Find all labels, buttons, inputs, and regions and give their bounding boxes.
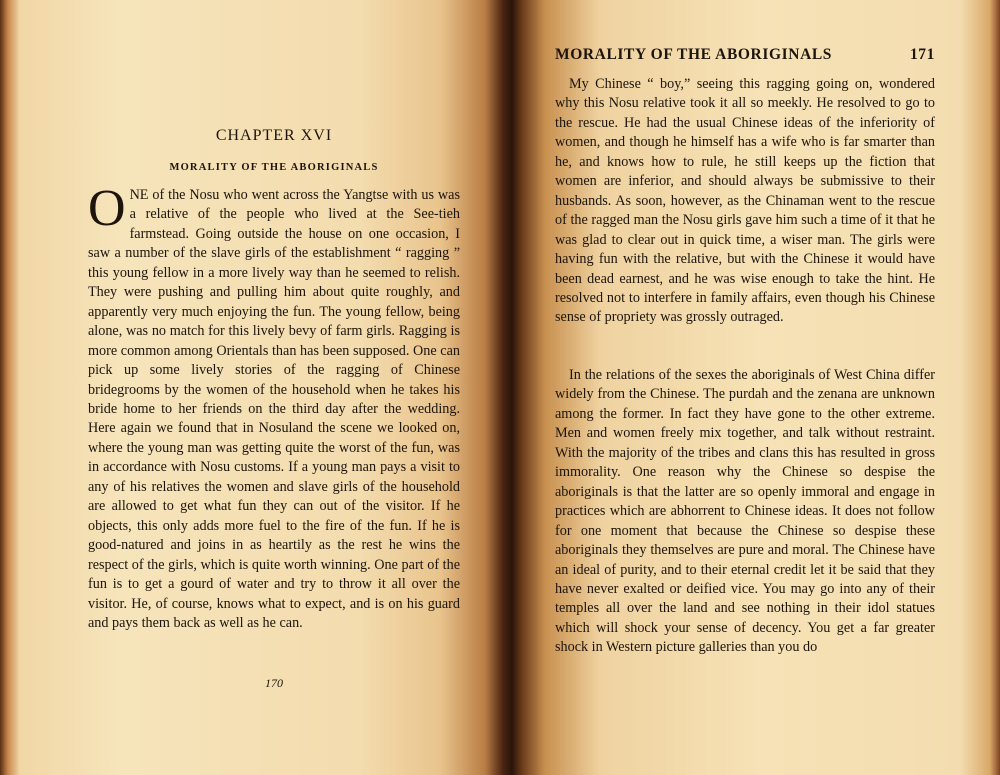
running-head (555, 46, 935, 64)
left-paragraph-text: NE of the Nosu who went across the Yangtse with us was a relative of the people who lived at the See-tieh farmstead. Going outside the house on one occasion, I saw a number of the slave girls of the establishment “ ragging ” this young fellow in a more lively way than he seemed to relish. They were pushing and pulling him about quite roughly, and apparently very much enjoying the fun. The young fellow, being alone, was no match for this lively bevy of farm girls. Ragging is more common among Orientals than has been supposed. One can pick up some lively stories of the ragging of Chinese bridegrooms by the women of the household when he takes his bride home to her friends on the third day after the wedding. Here again we found that in Nosuland the scene we looked on, where the young man was getting quite the worst of the fun, was in accordance with Nosu customs. If a young man pays a visit to any of his relatives the women and slave girls of the household are allowed to get what fun they can out of the visitor. If he objects, this only adds more fuel to the fire of the fun. If he is good-natured and joins in as heartily as the rest he wins the respect of the girls, which is quite worth winning. One part of the fun is to get a gourd of water and try to throw it all over the visitor. He, of course, knows what to expect, and is on his guard and pays them back as well as he can. (88, 187, 460, 631)
running-head-title: MORALITY OF THE ABORIGINALS (555, 46, 833, 63)
chapter-subtitle: MORALITY OF THE ABORIGINALS (169, 162, 379, 173)
left-paragraph (88, 180, 460, 633)
right-page (555, 0, 935, 775)
left-page-number: 170 (265, 676, 283, 690)
drop-cap: O (88, 180, 126, 237)
right-paragraph-1: My Chinese “ boy,” seeing this ragging going on, wondered why this Nosu relative took it all so meekly. He resolved to go to the rescue. He had the usual Chinese ideas of the inferiority of women, and though he himself has a wife who is far smarter than he, and knows how to rule, he still keeps up the fiction that women are inferior, and should always be submissive to their husbands. As soon, however, as the Chinaman went to the rescue of the ragged man the Nosu girls gave him such a time of it that he was glad to clear out in quick time, a wiser man. The girls were having fun with the relative, but with the Chinese it would have been dead earnest, and he was wise enough to take the hint. He resolved not to interfere in family affairs, even though his Chinese sense of propriety was grossly outraged. (555, 76, 935, 326)
right-page-number: 171 (909, 46, 935, 63)
left-page (88, 0, 460, 775)
chapter-heading: CHAPTER XVI (215, 127, 333, 144)
right-paragraph-2: In the relations of the sexes the aboriginals of West China differ widely from the Chinese. The purdah and the zenana are unknown among the former. In fact they have gone to the other extreme. Men and women freely mix together, and talk without restraint. With the majority of the tribes and clans this has resulted in gross immorality. One reason why the Chinese so despise the aboriginals is that the latter are so openly immoral and engage in practices which are abhorrent to Chinese ideas. It does not follow for one moment that because the Chinese so despise these aboriginals they themselves are pure and moral. The Chinese have an ideal of purity, and to their eternal credit let it be said that they have never exalted or deified vice. You may go into any of their temples all over the land and see nothing in their idol statues which will shock your sense of decency. You get a far greater shock in Western picture galleries than you do (555, 367, 935, 656)
